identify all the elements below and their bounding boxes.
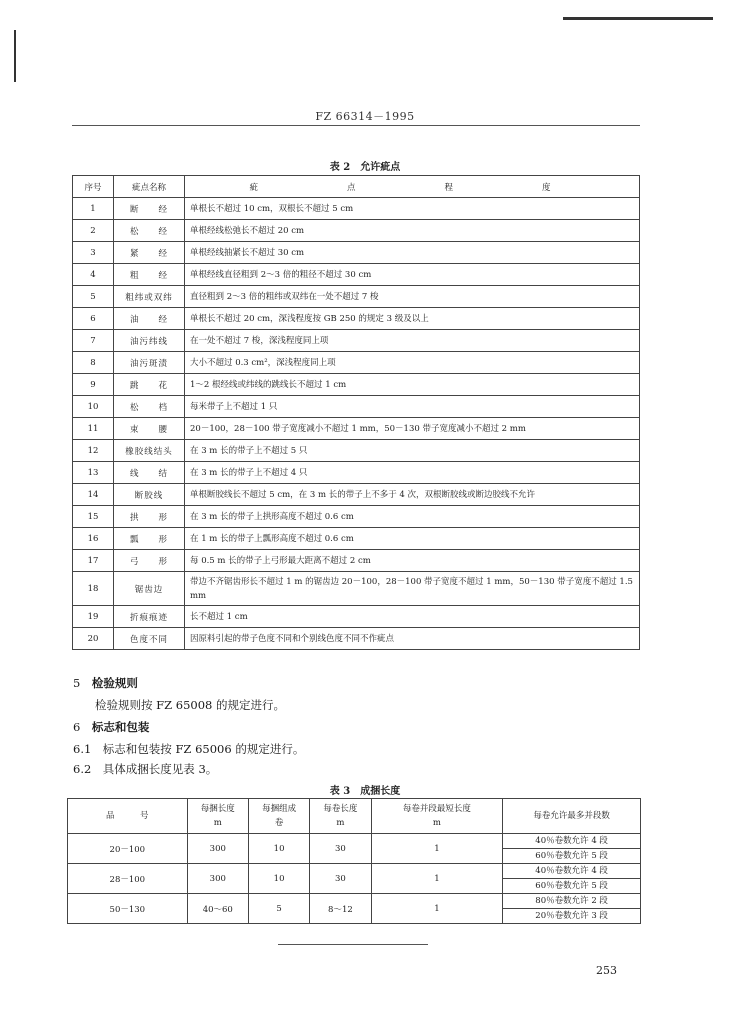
clause-text: 具体成捆长度见表 3。	[102, 762, 218, 776]
cell-no: 1	[73, 198, 114, 220]
scan-top-bar	[563, 17, 713, 20]
table-row	[73, 242, 640, 264]
cell-name: 断 经	[114, 198, 185, 220]
cell-desc: 直径粗到 2～3 倍的粗纬或双纬在一处不超过 7 梭	[185, 286, 640, 308]
cell-desc: 每米带子上不超过 1 只	[185, 396, 640, 418]
cell-rlen: 30	[310, 834, 371, 864]
cell-min: 1	[371, 834, 503, 864]
cell-no: 11	[73, 418, 114, 440]
section-number: 6	[73, 720, 81, 734]
cell-allow: 20％卷数允许 3 段	[503, 909, 641, 924]
header-rule	[72, 125, 640, 126]
table-row	[68, 834, 641, 849]
cell-allow: 60％卷数允许 5 段	[503, 879, 641, 894]
cell-name: 油污纬线	[114, 330, 185, 352]
cell-desc: 带边不齐锯齿形长不超过 1 m 的锯齿边 20－100，28－100 带子宽度不超过 1 mm，50－130 带子宽度不超过 1.5 mm	[185, 572, 640, 606]
col-header: 每卷并段最短长度 m	[371, 799, 503, 834]
cell-name: 松 经	[114, 220, 185, 242]
cell-name: 色度不同	[114, 628, 185, 650]
allowed-defects-table	[72, 175, 640, 650]
clause-number: 6.1	[73, 742, 92, 756]
cell-desc: 在 3 m 长的带子上拱形高度不超过 0.6 cm	[185, 506, 640, 528]
clause-text: 标志和包装按 FZ 65006 的规定进行。	[102, 742, 305, 756]
cell-allow: 40％卷数允许 4 段	[503, 864, 641, 879]
scan-edge-mark	[14, 30, 16, 82]
cell-desc: 20－100，28－100 带子宽度减小不超过 1 mm，50－130 带子宽度减小不超过 2 mm	[185, 418, 640, 440]
table-row	[73, 550, 640, 572]
col-header-degree: 疵 点 程 度	[185, 176, 640, 198]
cell-min: 1	[371, 864, 503, 894]
cell-name: 断胶线	[114, 484, 185, 506]
cell-name: 瓢 形	[114, 528, 185, 550]
cell-no: 7	[73, 330, 114, 352]
cell-len: 300	[187, 864, 248, 894]
cell-desc: 单根经线抽紧长不超过 30 cm	[185, 242, 640, 264]
cell-desc: 单根经线直径粗到 2～3 倍的粗径不超过 30 cm	[185, 264, 640, 286]
cell-name: 橡胶线结头	[114, 440, 185, 462]
table-row	[73, 396, 640, 418]
cell-no: 17	[73, 550, 114, 572]
cell-rolls: 5	[248, 894, 309, 924]
table-row	[68, 864, 641, 879]
cell-name: 油污斑渍	[114, 352, 185, 374]
cell-desc: 单根断胶线长不超过 5 cm，在 3 m 长的带子上不多于 4 次，双根断胶线或断边胶线不允许	[185, 484, 640, 506]
cell-allow: 60％卷数允许 5 段	[503, 849, 641, 864]
cell-no: 6	[73, 308, 114, 330]
table-row	[73, 352, 640, 374]
col-header: 每捆组成 卷	[248, 799, 309, 834]
clause-6-1	[73, 741, 304, 757]
table-row	[73, 484, 640, 506]
cell-name: 拱 形	[114, 506, 185, 528]
cell-no: 5	[73, 286, 114, 308]
cell-len: 300	[187, 834, 248, 864]
cell-desc: 每 0.5 m 长的带子上弓形最大距离不超过 2 cm	[185, 550, 640, 572]
cell-desc: 单根长不超过 20 cm，深浅程度按 GB 250 的规定 3 级及以上	[185, 308, 640, 330]
cell-desc: 在 3 m 长的带子上不超过 5 只	[185, 440, 640, 462]
cell-no: 16	[73, 528, 114, 550]
col-header-no: 序号	[73, 176, 114, 198]
cell-no: 3	[73, 242, 114, 264]
col-header: 每捆长度 m	[187, 799, 248, 834]
cell-allow: 40％卷数允许 4 段	[503, 834, 641, 849]
cell-pn: 28－100	[68, 864, 188, 894]
cell-no: 18	[73, 572, 114, 606]
cell-name: 跳 花	[114, 374, 185, 396]
table-row	[73, 572, 640, 606]
cell-min: 1	[371, 894, 503, 924]
cell-name: 紧 经	[114, 242, 185, 264]
cell-desc: 因原料引起的带子色度不同和个别线色度不同不作疵点	[185, 628, 640, 650]
table-row	[73, 628, 640, 650]
cell-desc: 单根经线松弛长不超过 20 cm	[185, 220, 640, 242]
clause-number: 6.2	[73, 762, 92, 776]
bundle-length-table	[67, 798, 641, 924]
table-row	[73, 374, 640, 396]
cell-no: 10	[73, 396, 114, 418]
cell-allow: 80％卷数允许 2 段	[503, 894, 641, 909]
col-header: 每卷长度 m	[310, 799, 371, 834]
table3-caption: 表 3 成捆长度	[329, 786, 401, 797]
cell-name: 油 经	[114, 308, 185, 330]
clause-6-2	[73, 761, 217, 777]
cell-name: 折痕痕迹	[114, 606, 185, 628]
cell-desc: 长不超过 1 cm	[185, 606, 640, 628]
cell-name: 松 档	[114, 396, 185, 418]
section-5-heading	[73, 675, 138, 691]
table-row	[73, 330, 640, 352]
cell-len: 40～60	[187, 894, 248, 924]
table2-caption: 表 2 允许疵点	[329, 162, 401, 173]
section-6-heading	[73, 719, 149, 735]
cell-no: 19	[73, 606, 114, 628]
cell-pn: 20－100	[68, 834, 188, 864]
cell-no: 20	[73, 628, 114, 650]
table-row	[73, 606, 640, 628]
cell-desc: 1～2 根经线或纬线的跳线长不超过 1 cm	[185, 374, 640, 396]
table-row	[73, 418, 640, 440]
table-row	[73, 198, 640, 220]
cell-rlen: 30	[310, 864, 371, 894]
cell-no: 8	[73, 352, 114, 374]
standard-code: FZ 66314－1995	[315, 110, 415, 123]
table-row	[73, 286, 640, 308]
section-title: 标志和包装	[91, 720, 150, 734]
cell-desc: 大小不超过 0.3 cm²，深浅程度同上项	[185, 352, 640, 374]
table-row	[73, 220, 640, 242]
cell-rlen: 8～12	[310, 894, 371, 924]
cell-name: 锯齿边	[114, 572, 185, 606]
table-row	[73, 264, 640, 286]
cell-no: 12	[73, 440, 114, 462]
table-row	[68, 894, 641, 909]
cell-no: 9	[73, 374, 114, 396]
cell-rolls: 10	[248, 864, 309, 894]
cell-pn: 50－130	[68, 894, 188, 924]
page-number: 253	[596, 964, 617, 977]
cell-desc: 在 1 m 长的带子上瓢形高度不超过 0.6 cm	[185, 528, 640, 550]
cell-desc: 在一处不超过 7 梭，深浅程度同上项	[185, 330, 640, 352]
cell-name: 粗纬或双纬	[114, 286, 185, 308]
cell-name: 粗 经	[114, 264, 185, 286]
cell-no: 15	[73, 506, 114, 528]
section-number: 5	[73, 676, 81, 690]
cell-no: 2	[73, 220, 114, 242]
cell-no: 13	[73, 462, 114, 484]
section-title: 检验规则	[91, 676, 138, 690]
end-rule	[278, 944, 428, 945]
table-row	[73, 528, 640, 550]
table-row	[73, 506, 640, 528]
section-5-text: 检验规则按 FZ 65008 的规定进行。	[95, 698, 286, 712]
cell-desc: 单根长不超过 10 cm，双根长不超过 5 cm	[185, 198, 640, 220]
col-header-name: 疵点名称	[114, 176, 185, 198]
table-row	[73, 440, 640, 462]
cell-desc: 在 3 m 长的带子上不超过 4 只	[185, 462, 640, 484]
cell-no: 4	[73, 264, 114, 286]
col-header: 每卷允许最多并段数	[503, 799, 641, 834]
table-row	[73, 308, 640, 330]
cell-name: 束 腰	[114, 418, 185, 440]
col-header: 品 号	[68, 799, 188, 834]
cell-rolls: 10	[248, 834, 309, 864]
table-row	[73, 462, 640, 484]
cell-no: 14	[73, 484, 114, 506]
cell-name: 弓 形	[114, 550, 185, 572]
cell-name: 线 结	[114, 462, 185, 484]
